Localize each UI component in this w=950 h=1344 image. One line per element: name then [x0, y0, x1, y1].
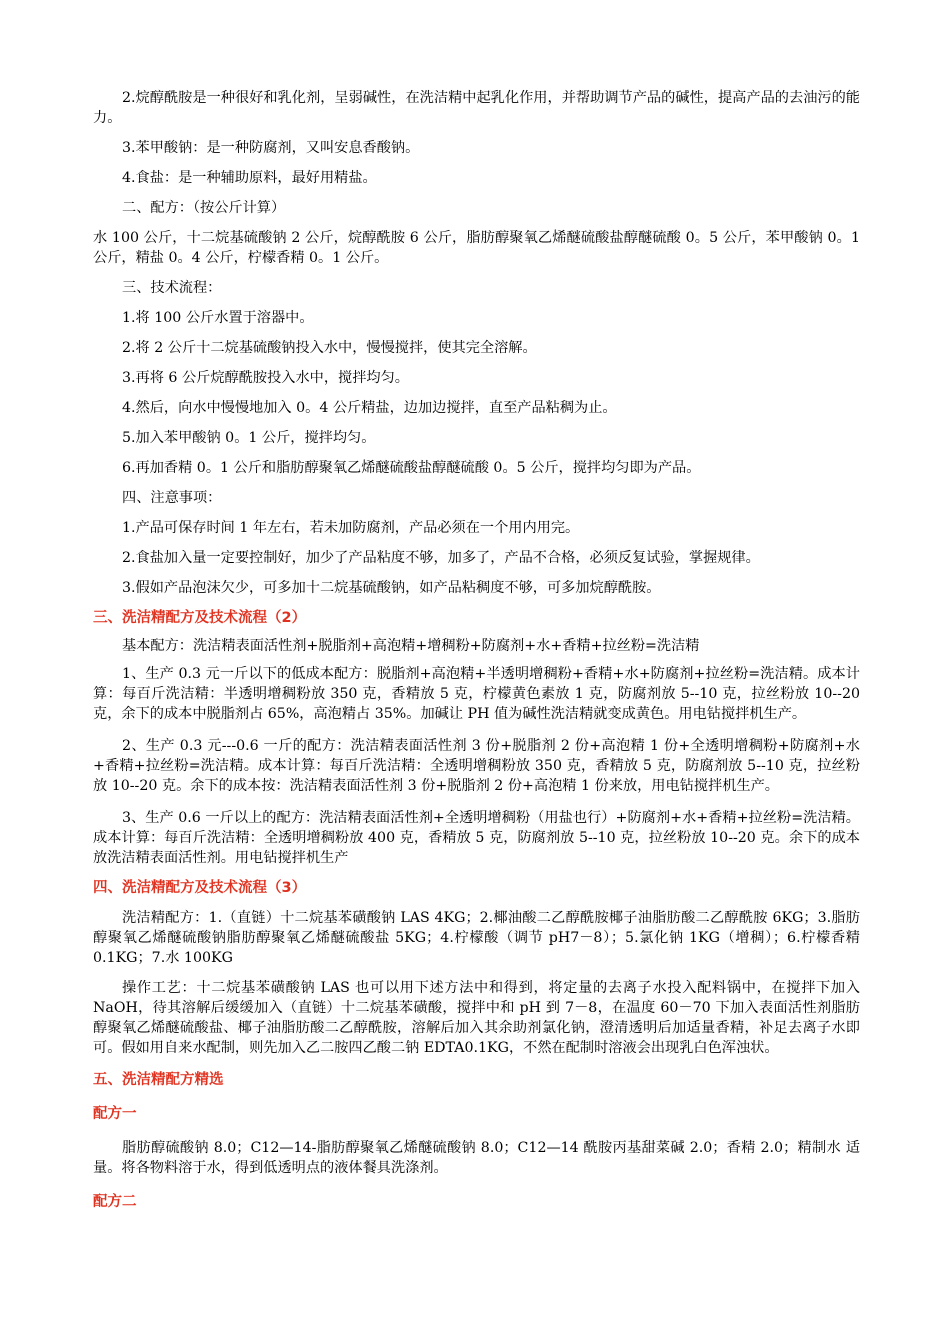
paragraph-operation-process: 操作工艺：十二烷基苯磺酸钠 LAS 也可以用下述方法中和得到，将定量的去离子水投入配料锅中，在搅拌下加入 NaOH，待其溶解后缓缓加入（直链）十二烷基苯磺酸，搅拌中和 pH 到 7－8，在温度 60－70 下加入表面活性剂脂肪醇聚氧乙烯醚硫酸盐、椰子油脂肪酸二乙醇酰胺，溶解后加入其余助剂氯化钠，澄清透明后加适量香精，补足去离子水即可。假如用自来水配制，则先加入乙二胺四乙酸二钠 EDTA0.1KG，不然在配制时溶液会出现乳白色浑浊状。 — [93, 980, 860, 1056]
document-page — [93, 88, 860, 1212]
section-heading-selected-formulas: 五、洗洁精配方精选 — [93, 1072, 224, 1088]
subheading-formula-two: 配方二 — [93, 1194, 137, 1210]
paragraph-formula-one: 脂肪醇硫酸钠 8.0；C12—14-脂肪醇聚氧乙烯醚硫酸钠 8.0；C12—14 酰胺丙基甜菜碱 2.0；香精 2.0；精制水 适量。将各物料溶于水，得到低透明点的液体餐具洗涤剂。 — [93, 1140, 860, 1176]
paragraph-alkanolamide: 2.烷醇酰胺是一种很好和乳化剂，呈弱碱性，在洗洁精中起乳化作用，并帮助调节产品的碱性，提高产品的去油污的能力。 — [93, 90, 860, 126]
section-heading-formula-3: 四、洗洁精配方及技术流程（3） — [93, 880, 307, 896]
section-process-heading: 三、技术流程： — [122, 280, 222, 296]
paragraph-low-cost-formula: 1、生产 0.3 元一斤以下的低成本配方：脱脂剂+高泡精+半透明增稠粉+香精+水+防腐剂+拉丝粉=洗洁精。成本计算：每百斤洗洁精：半透明增稠粉放 350 克，香精放 5 克，柠檬黄色素放 1 克，防腐剂放 5--10 克，拉丝粉放 10--20 克，余下的成本中脱脂剂占 65%，高泡精占 35%。加碱让 PH 值为碱性洗洁精就变成黄色。用电钻搅拌机生产。 — [93, 666, 860, 722]
process-step-2: 2.将 2 公斤十二烷基硫酸钠投入水中，慢慢搅拌，使其完全溶解。 — [122, 340, 537, 356]
paragraph-formula: 水 100 公斤，十二烷基硫酸钠 2 公斤，烷醇酰胺 6 公斤，脂肪醇聚氧乙烯醚硫酸盐醇醚硫酸 0。5 公斤，苯甲酸钠 0。1 公斤，精盐 0。4 公斤，柠檬香精 0。1 公斤。 — [93, 230, 860, 266]
paragraph-salt: 4.食盐：是一种辅助原料，最好用精盐。 — [122, 170, 377, 186]
note-2: 2.食盐加入量一定要控制好，加少了产品粘度不够，加多了，产品不合格，必须反复试验，掌握规律。 — [122, 550, 760, 566]
note-3: 3.假如产品泡沫欠少，可多加十二烷基硫酸钠，如产品粘稠度不够，可多加烷醇酰胺。 — [122, 580, 661, 596]
process-step-3: 3.再将 6 公斤烷醇酰胺投入水中，搅拌均匀。 — [122, 370, 409, 386]
subheading-formula-one: 配方一 — [93, 1106, 137, 1122]
section-formula-heading: 二、配方：（按公斤计算） — [122, 200, 286, 216]
paragraph-mid-cost-formula: 2、生产 0.3 元---0.6 一斤的配方：洗洁精表面活性剂 3 份+脱脂剂 2 份+高泡精 1 份+全透明增稠粉+防腐剂+水+香精+拉丝粉=洗洁精。成本计算：每百斤洗洁精：全透明增稠粉放 350 克，香精放 5 克，防腐剂放 5--10 克，拉丝粉放 10--20 克。余下的成本按：洗洁精表面活性剂 3 份+脱脂剂 2 份+高泡精 1 份来放，用电钻搅拌机生产。 — [93, 738, 860, 794]
process-step-5: 5.加入苯甲酸钠 0。1 公斤，搅拌均匀。 — [122, 430, 376, 446]
paragraph-detergent-formula: 洗洁精配方：1.（直链）十二烷基苯磺酸钠 LAS 4KG；2.椰油酸二乙醇酰胺椰子油脂肪酸二乙醇酰胺 6KG；3.脂肪醇聚氧乙烯醚硫酸钠脂肪醇聚氧乙烯醚硫酸盐 5KG；4.柠檬酸（调节 pH7－8）；5.氯化钠 1KG（增稠）；6.柠檬香精 0.1KG；7.水 100KG — [93, 910, 860, 966]
process-step-6: 6.再加香精 0。1 公斤和脂肪醇聚氧乙烯醚硫酸盐醇醚硫酸 0。5 公斤，搅拌均匀即为产品。 — [122, 460, 701, 476]
section-heading-formula-2: 三、洗洁精配方及技术流程（2） — [93, 610, 307, 626]
process-step-4: 4.然后，向水中慢慢地加入 0。4 公斤精盐，边加边搅拌，直至产品粘稠为止。 — [122, 400, 617, 416]
paragraph-high-cost-formula: 3、生产 0.6 一斤以上的配方：洗洁精表面活性剂+全透明增稠粉（用盐也行）+防腐剂+水+香精+拉丝粉=洗洁精。成本计算：每百斤洗洁精：全透明增稠粉放 400 克，香精放 5 克，防腐剂放 5--10 克，拉丝粉放 10--20 克。余下的成本放洗洁精表面活性剂。用电钻搅拌机生产 — [93, 810, 860, 866]
paragraph-basic-formula: 基本配方：洗洁精表面活性剂+脱脂剂+高泡精+增稠粉+防腐剂+水+香精+拉丝粉=洗洁精 — [122, 638, 700, 654]
note-1: 1.产品可保存时间 1 年左右，若未加防腐剂，产品必须在一个用内用完。 — [122, 520, 580, 536]
process-step-1: 1.将 100 公斤水置于溶器中。 — [122, 310, 314, 326]
paragraph-sodium-benzoate: 3.苯甲酸钠：是一种防腐剂，又叫安息香酸钠。 — [122, 140, 420, 156]
section-notes-heading: 四、注意事项： — [122, 490, 222, 506]
